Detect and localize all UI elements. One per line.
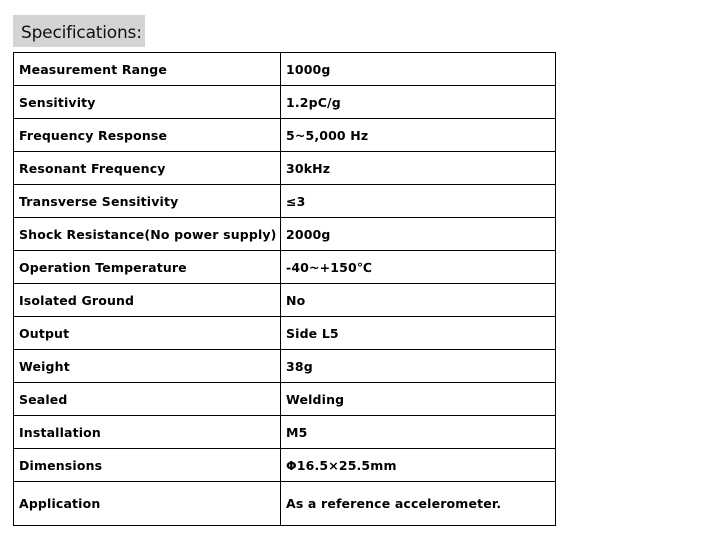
table-row [14,449,556,482]
spec-label: Application [14,482,281,526]
table-row [14,482,556,526]
spec-label: Sensitivity [14,86,281,119]
spec-label: Shock Resistance(No power supply) [14,218,281,251]
spec-label: Weight [14,350,281,383]
spec-value: As a reference accelerometer. [281,482,556,526]
spec-label: Isolated Ground [14,284,281,317]
spec-label: Transverse Sensitivity [14,185,281,218]
spec-value: -40~+150℃ [281,251,556,284]
table-row [14,86,556,119]
table-row [14,317,556,350]
spec-value: 1000g [281,53,556,86]
spec-label: Sealed [14,383,281,416]
spec-label: Frequency Response [14,119,281,152]
spec-value: ≤3 [281,185,556,218]
spec-label: Installation [14,416,281,449]
table-row [14,383,556,416]
spec-label: Measurement Range [14,53,281,86]
spec-value: 1.2pC/g [281,86,556,119]
table-row [14,53,556,86]
table-row [14,416,556,449]
table-row [14,284,556,317]
spec-value: M5 [281,416,556,449]
spec-label: Dimensions [14,449,281,482]
spec-value: Φ16.5×25.5mm [281,449,556,482]
table-row [14,218,556,251]
table-row [14,251,556,284]
spec-value: 2000g [281,218,556,251]
spec-label: Output [14,317,281,350]
table-row [14,350,556,383]
spec-value: Side L5 [281,317,556,350]
section-heading: Specifications: [13,15,145,47]
spec-value: 30kHz [281,152,556,185]
table-row [14,185,556,218]
spec-label: Operation Temperature [14,251,281,284]
spec-value: No [281,284,556,317]
spec-value: 38g [281,350,556,383]
specifications-table [13,52,556,526]
table-row [14,152,556,185]
table-row [14,119,556,152]
spec-value: 5~5,000 Hz [281,119,556,152]
spec-value: Welding [281,383,556,416]
spec-label: Resonant Frequency [14,152,281,185]
